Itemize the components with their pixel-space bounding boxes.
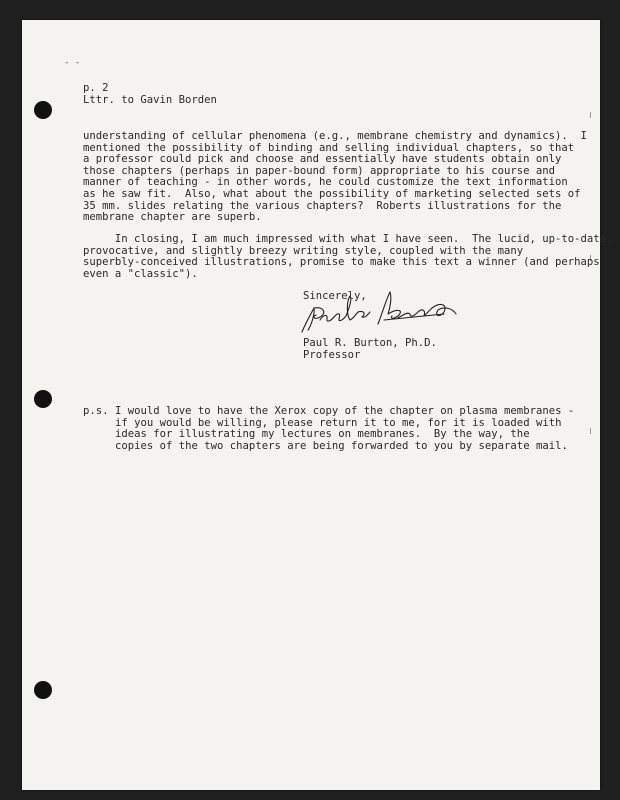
handwritten-signature (294, 284, 464, 334)
postscript-line: copies of the two chapters are being forwarded to you by separate mail. (115, 439, 568, 452)
postscript-line: if you would be willing, please return it to me, for it is loaded with (115, 416, 562, 429)
closing-salutation: Sincerely, (303, 290, 367, 302)
page-number: p. 2 (83, 82, 109, 94)
body-line: mentioned the possibility of binding and selling individual chapters, so that (83, 141, 575, 154)
postscript-line: I would love to have the Xerox copy of the chapter on plasma membranes - (115, 405, 575, 417)
punch-hole-bottom (34, 681, 52, 699)
body-line: those chapters (perhaps in paper-bound form) appropriate to his course and (83, 164, 555, 177)
body-line: understanding of cellular phenomena (e.g., membrane chemistry and dynamics). I (83, 130, 587, 142)
recipient-line: Lttr. to Gavin Borden (83, 94, 217, 106)
body-line: 35 mm. slides relating the various chapters? Roberts illustrations for the (83, 199, 562, 212)
body-line: even a "classic"). (83, 267, 198, 280)
signer-title: Professor (303, 349, 361, 361)
body-line: In closing, I am much impressed with what I have seen. The lucid, up-to-date, (83, 233, 613, 245)
margin-mark (590, 112, 591, 118)
margin-mark (590, 428, 591, 434)
postscript-label: p.s. (83, 405, 109, 417)
signer-name: Paul R. Burton, Ph.D. (303, 337, 437, 349)
punch-hole-top (34, 101, 52, 119)
top-margin-mark: - - (64, 58, 81, 68)
punch-hole-middle (34, 390, 52, 408)
body-line: superbly-conceived illustrations, promise to make this text a winner (and perhaps (83, 256, 600, 269)
body-line: provocative, and slightly breezy writing style, coupled with the many (83, 244, 524, 257)
postscript-line: ideas for illustrating my lectures on membranes. By the way, the (115, 428, 530, 441)
letter-page (22, 20, 613, 790)
body-line: manner of teaching - in other words, he could customize the text information (83, 176, 568, 189)
body-line: a professor could pick and choose and essentially have students obtain only (83, 153, 562, 166)
body-line: as he saw fit. Also, what about the possibility of marketing selected sets of (83, 188, 581, 200)
body-line: membrane chapter are superb. (83, 211, 262, 224)
